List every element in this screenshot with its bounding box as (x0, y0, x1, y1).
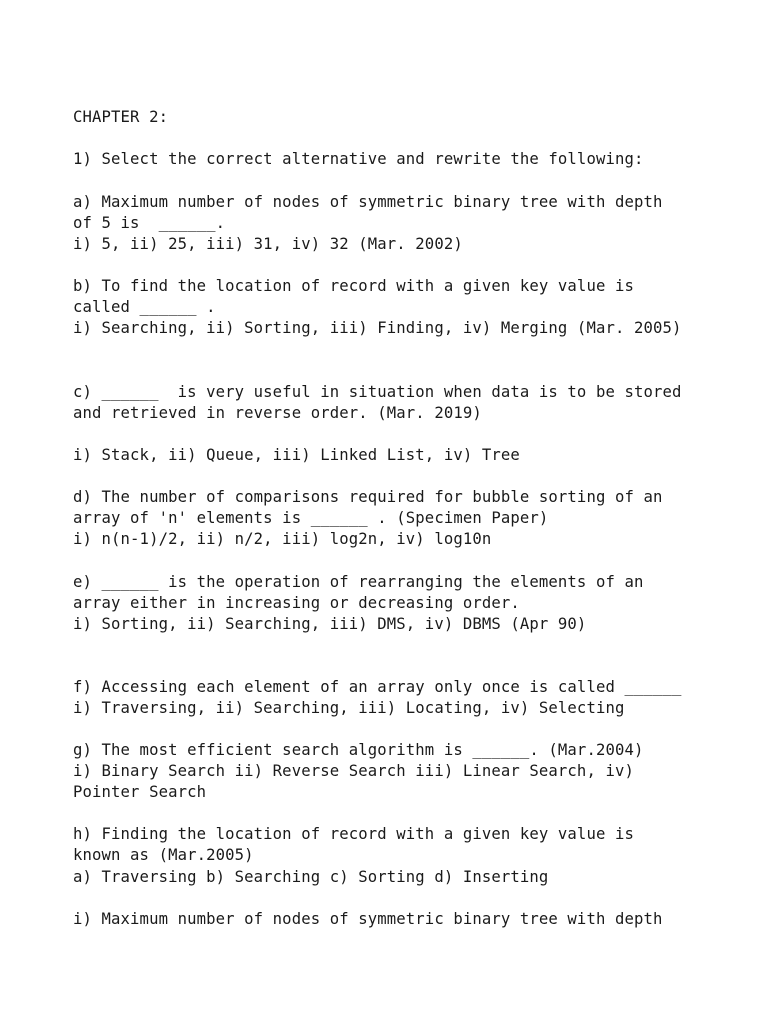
answer-options: i) Stack, ii) Queue, iii) Linked List, iv) Tree (73, 446, 520, 464)
question-line: i) Maximum number of nodes of symmetric binary tree with depth (73, 910, 663, 928)
question-line: called ______ . (73, 298, 216, 316)
question-line: d) The number of comparisons required for bubble sorting of an (73, 488, 663, 506)
answer-options: i) 5, ii) 25, iii) 31, iv) 32 (Mar. 2002) (73, 235, 463, 253)
answer-options: i) Traversing, ii) Searching, iii) Locating, iv) Selecting (73, 699, 625, 717)
answer-options: i) Searching, ii) Sorting, iii) Finding, iv) Merging (Mar. 2005) (73, 319, 682, 337)
answer-options: i) n(n-1)/2, ii) n/2, iii) log2n, iv) log10n (73, 530, 492, 548)
question-line: and retrieved in reverse order. (Mar. 2019) (73, 404, 482, 422)
question-line: known as (Mar.2005) (73, 846, 254, 864)
question-line: g) The most efficient search algorithm is ______. (Mar.2004) (73, 741, 644, 759)
question-line: h) Finding the location of record with a given key value is (73, 825, 634, 843)
question-line: b) To find the location of record with a given key value is (73, 277, 634, 295)
question-line: array either in increasing or decreasing order. (73, 594, 520, 612)
answer-options: i) Sorting, ii) Searching, iii) DMS, iv) DBMS (Apr 90) (73, 615, 587, 633)
question-line: e) ______ is the operation of rearranging the elements of an (73, 573, 644, 591)
question-line: c) ______ is very useful in situation when data is to be stored (73, 383, 682, 401)
chapter-title: CHAPTER 2: (73, 108, 169, 126)
answer-options: i) Binary Search ii) Reverse Search iii) Linear Search, iv) (73, 762, 634, 780)
answer-options: Pointer Search (73, 783, 207, 801)
question-line: a) Maximum number of nodes of symmetric binary tree with depth (73, 193, 663, 211)
question-line: f) Accessing each element of an array only once is called ______ (73, 678, 682, 696)
question-line: of 5 is ______. (73, 214, 226, 232)
instruction-text: 1) Select the correct alternative and rewrite the following: (73, 150, 644, 168)
answer-options: a) Traversing b) Searching c) Sorting d) Inserting (73, 868, 549, 886)
question-line: array of 'n' elements is ______ . (Specimen Paper) (73, 509, 549, 527)
